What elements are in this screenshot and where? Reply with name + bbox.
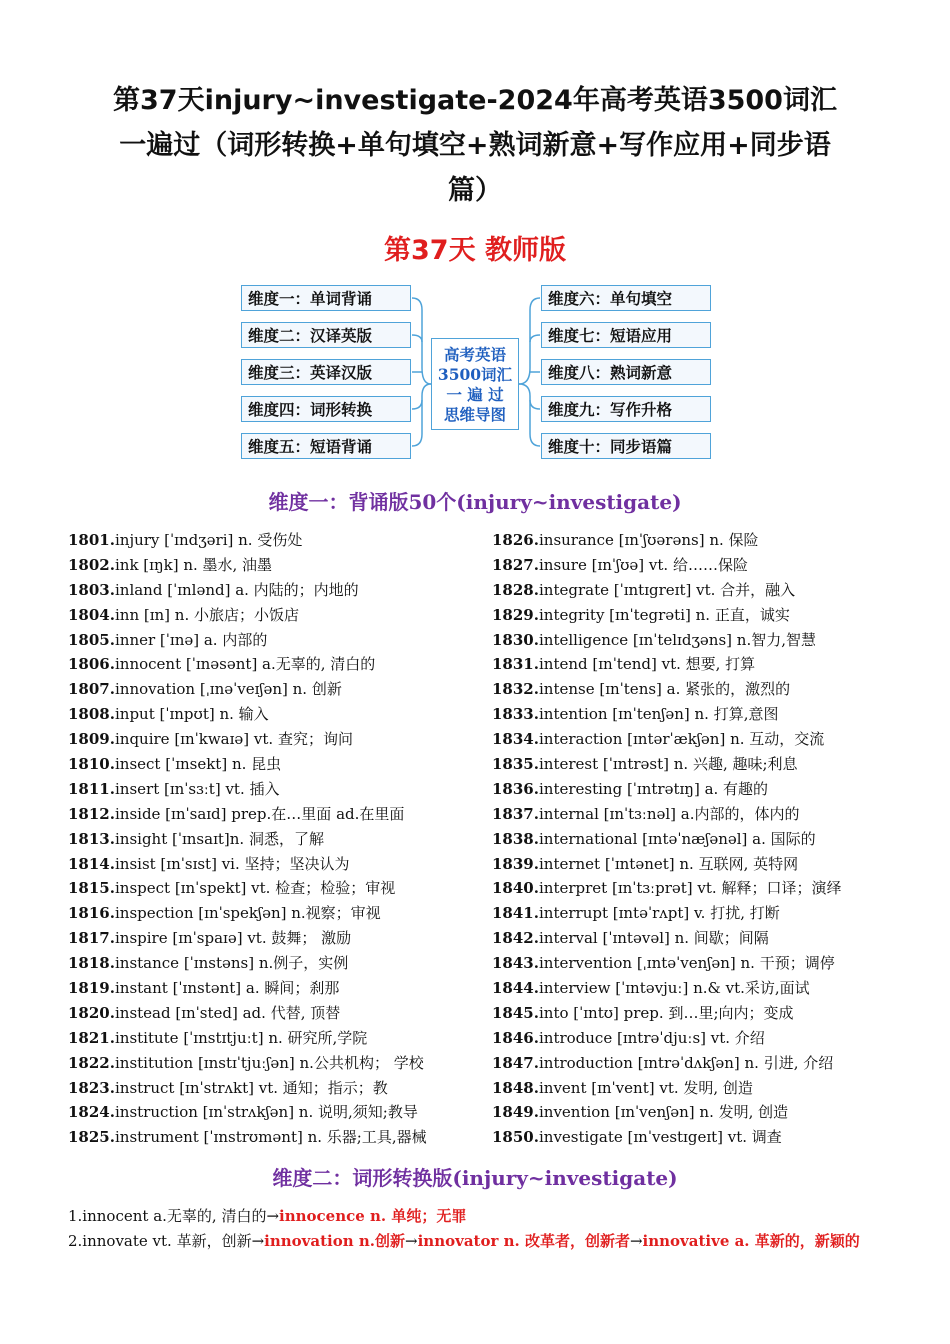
vocab-entry-text: insert [ɪnˈsɜːt] vt. 插入 <box>114 779 280 798</box>
vocab-entry <box>68 677 478 702</box>
vocab-entry-text: interval [ˈɪntəvəl] n. 间歇；间隔 <box>538 929 769 948</box>
mind-map-node-9: 维度九：写作升格 <box>541 396 711 422</box>
vocab-entry-text: inland [ˈɪnlənd] a. 内陆的；内地的 <box>114 580 359 599</box>
mind-map-center-line-4: 思维导图 <box>443 405 506 424</box>
vocab-entry-text: interview [ˈɪntəvjuː] n.& vt.采访,面试 <box>538 979 810 998</box>
vocab-entry-number: 1801. <box>68 531 115 549</box>
vocab-entry <box>492 926 912 951</box>
vocab-entry <box>68 1001 478 1026</box>
vocab-entry-number: 1820. <box>68 1003 115 1022</box>
vocab-entry-number: 1810. <box>68 755 115 774</box>
vocab-entry <box>68 578 478 603</box>
word-form-row <box>68 1229 928 1254</box>
vocab-entry-text: into [ˈɪntʊ] prep. 到…里;向内；变成 <box>538 1003 794 1022</box>
vocab-entry-text: instance [ˈɪnstəns] n.例子，实例 <box>114 954 349 973</box>
section-heading-word-forms: 维度二：词形转换版(injury~investigate) <box>272 1166 678 1190</box>
vocab-entry-text: insect [ˈɪnsekt] n. 昆虫 <box>114 755 282 774</box>
vocab-entry-text: inn [ɪn] n. 小旅店；小饭店 <box>114 605 299 624</box>
vocab-entry-text: intense [ɪnˈtens] a. 紧张的，激烈的 <box>538 680 791 699</box>
vocab-entry <box>68 628 478 653</box>
vocab-entry <box>492 876 912 901</box>
vocab-entry <box>492 1026 912 1051</box>
vocab-entry-number: 1811. <box>68 779 115 798</box>
vocab-entry <box>68 951 478 976</box>
word-form-row <box>68 1204 928 1229</box>
vocab-entry <box>68 901 478 926</box>
vocab-entry-number: 1823. <box>68 1078 115 1097</box>
vocab-entry-text: international [ɪntəˈnæʃənəl] a. 国际的 <box>538 829 816 848</box>
mind-map-node-5: 维度五：短语背诵 <box>241 433 411 459</box>
word-form-base: 2.innovate vt. 革新，创新→ <box>68 1232 265 1250</box>
teacher-edition-subtitle: 第37天 教师版 <box>384 235 566 266</box>
vocab-entry-number: 1804. <box>68 605 115 624</box>
vocab-entry-text: integrate [ˈɪntɪgreɪt] vt. 合并，融入 <box>538 580 796 599</box>
vocab-entry-number: 1838. <box>492 829 539 848</box>
vocab-entry-number: 1816. <box>68 904 115 923</box>
vocab-entry <box>492 901 912 926</box>
vocab-entry <box>68 752 478 777</box>
vocab-entry <box>492 702 912 727</box>
vocab-entry-number: 1809. <box>68 730 115 749</box>
mind-map-node-6: 维度六：单句填空 <box>541 285 711 311</box>
word-form-derived: innovation n.创新 <box>264 1232 406 1250</box>
vocab-entry-text: internal [ɪnˈtɜːnəl] a.内部的，体内的 <box>538 804 800 823</box>
vocab-entry-number: 1830. <box>492 630 539 649</box>
title-line-2: 一遍过（词形转换+单句填空+熟词新意+写作应用+同步语 <box>119 130 831 161</box>
vocab-entry-text: interrupt [ɪntəˈrʌpt] v. 打扰, 打断 <box>538 904 780 923</box>
vocab-entry-number: 1837. <box>492 804 539 823</box>
vocab-entry <box>492 1051 912 1076</box>
vocab-entry-text: integrity [ɪnˈtegrəti] n. 正直，诚实 <box>538 605 790 624</box>
vocab-entry <box>68 1125 478 1150</box>
vocab-entry-text: injury [ˈɪndʒəri] n. 受伤处 <box>114 531 303 549</box>
mind-map-node-7: 维度七：短语应用 <box>541 322 711 348</box>
vocab-entry-number: 1817. <box>68 929 115 948</box>
vocab-entry <box>492 827 912 852</box>
vocab-entry <box>68 852 478 877</box>
vocab-entry <box>492 677 912 702</box>
vocab-entry <box>492 578 912 603</box>
vocab-entry-text: institute [ˈɪnstɪtjuːt] n. 研究所,学院 <box>114 1028 368 1047</box>
vocab-entry-text: insist [ɪnˈsɪst] vi. 坚持；坚决认为 <box>114 854 350 873</box>
vocab-entry-text: invention [ɪnˈvenʃən] n. 发明, 创造 <box>538 1103 789 1122</box>
vocab-entry-number: 1842. <box>492 929 539 948</box>
vocab-entry-number: 1831. <box>492 655 539 674</box>
vocab-entry <box>492 1100 912 1125</box>
word-form-base: 1.innocent a.无辜的, 清白的→ <box>68 1207 280 1225</box>
vocab-entry-number: 1806. <box>68 655 115 674</box>
vocab-entry <box>492 752 912 777</box>
vocab-entry-number: 1843. <box>492 954 539 973</box>
vocab-entry-number: 1824. <box>68 1103 115 1122</box>
vocab-entry-text: interpret [ɪnˈtɜːprət] vt. 解释；口译；演绎 <box>538 879 842 898</box>
vocab-entry-text: instruction [ɪnˈstrʌkʃən] n. 说明,须知;教导 <box>114 1103 418 1122</box>
vocab-entry-text: intention [ɪnˈtenʃən] n. 打算,意图 <box>538 705 779 724</box>
word-form-derived: innovator n. 改革者，创新者 <box>417 1232 630 1250</box>
vocab-entry-text: introduction [ɪntrəˈdʌkʃən] n. 引进, 介绍 <box>538 1053 834 1072</box>
vocab-entry-number: 1808. <box>68 705 115 724</box>
word-form-arrow: → <box>405 1232 418 1250</box>
vocab-entry <box>492 951 912 976</box>
vocab-entry-number: 1807. <box>68 680 115 699</box>
vocab-entry-text: inside [ɪnˈsaɪd] prep.在…里面 ad.在里面 <box>114 804 405 823</box>
vocab-entry-number: 1850. <box>492 1128 539 1147</box>
mind-map-center <box>431 338 519 430</box>
vocab-entry-text: intend [ɪnˈtend] vt. 想要, 打算 <box>538 655 756 674</box>
mind-map-node-2: 维度二：汉译英版 <box>241 322 411 348</box>
mind-map-node-3: 维度三：英译汉版 <box>241 359 411 385</box>
vocab-entry-number: 1844. <box>492 979 539 998</box>
mind-map-center-line-2: 3500词汇 <box>437 365 513 384</box>
vocab-entry <box>492 603 912 628</box>
vocab-entry-number: 1848. <box>492 1078 539 1097</box>
vocab-entry-number: 1802. <box>68 555 115 574</box>
vocab-entry-text: instruct [ɪnˈstrʌkt] vt. 通知；指示；教 <box>114 1078 388 1097</box>
title-line-1: 第37天injury~investigate-2024年高考英语3500词汇 <box>113 85 837 116</box>
vocab-entry-number: 1805. <box>68 630 115 649</box>
vocab-entry <box>68 528 478 553</box>
word-form-arrow: → <box>629 1232 643 1250</box>
mind-map-diagram <box>238 280 714 462</box>
vocab-entry-text: intervention [ˌɪntəˈvenʃən] n. 干预；调停 <box>538 954 835 973</box>
vocab-entry <box>68 1051 478 1076</box>
mind-map-node-8: 维度八：熟词新意 <box>541 359 711 385</box>
vocab-entry-number: 1828. <box>492 580 539 599</box>
vocab-entry-number: 1847. <box>492 1053 539 1072</box>
vocab-entry-text: innocent [ˈɪnəsənt] a.无辜的, 清白的 <box>114 655 376 674</box>
vocab-entry <box>492 1076 912 1101</box>
vocab-entry-number: 1832. <box>492 680 539 699</box>
vocab-entry-number: 1818. <box>68 954 115 973</box>
vocab-entry-text: inspire [ɪnˈspaɪə] vt. 鼓舞； 激励 <box>114 929 352 948</box>
vocab-entry-number: 1822. <box>68 1053 115 1072</box>
vocab-entry-text: inspect [ɪnˈspekt] vt. 检查；检验；审视 <box>114 879 396 898</box>
vocab-entry-text: instrument [ˈɪnstrʊmənt] n. 乐器;工具,器械 <box>114 1128 427 1147</box>
vocab-entry <box>68 976 478 1001</box>
vocab-entry <box>492 652 912 677</box>
vocab-entry-number: 1814. <box>68 854 115 873</box>
vocab-entry-text: intelligence [ɪnˈtelɪdʒəns] n.智力,智慧 <box>538 630 816 649</box>
vocab-entry-number: 1839. <box>492 854 539 873</box>
vocab-entry-text: investigate [ɪnˈvestɪgeɪt] vt. 调查 <box>538 1128 782 1147</box>
vocab-entry-number: 1815. <box>68 879 115 898</box>
vocab-entry-number: 1812. <box>68 804 115 823</box>
vocab-entry <box>68 1100 478 1125</box>
vocab-entry <box>492 777 912 802</box>
vocab-entry <box>492 553 912 578</box>
vocab-entry-text: interaction [ɪntərˈækʃən] n. 互动，交流 <box>538 730 825 749</box>
vocab-entry-text: inner [ˈɪnə] a. 内部的 <box>114 630 268 649</box>
vocab-entry-text: interesting [ˈɪntrətɪŋ] a. 有趣的 <box>538 779 769 798</box>
mind-map-center-line-1: 高考英语 <box>443 345 506 364</box>
vocab-entry <box>492 976 912 1001</box>
vocab-entry-number: 1819. <box>68 979 115 998</box>
title-line-3: 篇） <box>448 175 502 206</box>
vocab-entry-number: 1821. <box>68 1028 115 1047</box>
vocab-entry-text: insure [ɪnˈʃʊə] vt. 给……保险 <box>538 555 748 574</box>
vocab-entry-text: invent [ɪnˈvent] vt. 发明, 创造 <box>538 1078 753 1097</box>
vocab-entry <box>492 727 912 752</box>
vocab-entry-number: 1845. <box>492 1003 539 1022</box>
vocab-entry-number: 1834. <box>492 730 539 749</box>
vocab-entry <box>68 827 478 852</box>
vocab-entry <box>68 553 478 578</box>
vocab-entry <box>68 652 478 677</box>
document-title <box>60 78 890 213</box>
vocab-entry-text: innovation [ˌɪnəˈveɪʃən] n. 创新 <box>114 680 342 699</box>
vocab-entry-text: interest [ˈɪntrəst] n. 兴趣, 趣味;利息 <box>538 755 798 774</box>
mind-map-node-10: 维度十：同步语篇 <box>541 433 711 459</box>
mind-map-center-line-3: 一 遍 过 <box>446 385 504 404</box>
vocab-entry-text: instead [ɪnˈsted] ad. 代替, 顶替 <box>114 1003 341 1022</box>
vocab-entry-number: 1846. <box>492 1028 539 1047</box>
vocab-entry-number: 1825. <box>68 1128 115 1147</box>
vocab-entry-number: 1835. <box>492 755 539 774</box>
vocab-entry-text: inquire [ɪnˈkwaɪə] vt. 查究；询问 <box>114 730 353 749</box>
word-list-right <box>492 528 912 1150</box>
mind-map-node-4: 维度四：词形转换 <box>241 396 411 422</box>
vocab-entry <box>68 603 478 628</box>
vocab-entry <box>492 802 912 827</box>
vocab-entry <box>492 528 912 553</box>
mind-map-node-1: 维度一：单词背诵 <box>241 285 411 311</box>
vocab-entry-number: 1826. <box>492 531 539 549</box>
vocab-entry-text: insurance [ɪnˈʃʊərəns] n. 保险 <box>538 531 759 549</box>
word-form-derived: innovative a. 革新的，新颖的 <box>642 1232 860 1250</box>
vocab-entry-text: inspection [ɪnˈspekʃən] n.视察；审视 <box>114 904 381 923</box>
vocab-entry-text: ink [ɪŋk] n. 墨水, 油墨 <box>114 555 273 574</box>
vocab-entry <box>492 852 912 877</box>
vocab-entry-text: introduce [ɪntrəˈdjuːs] vt. 介绍 <box>538 1028 765 1047</box>
section-heading-recitation: 维度一：背诵版50个(injury~investigate) <box>268 490 682 514</box>
vocab-entry-text: institution [ɪnstɪˈtjuːʃən] n.公共机构； 学校 <box>114 1053 424 1072</box>
vocab-entry-text: internet [ˈɪntənet] n. 互联网, 英特网 <box>538 854 799 873</box>
vocab-entry <box>68 727 478 752</box>
vocab-entry-number: 1840. <box>492 879 539 898</box>
vocab-entry-text: input [ˈɪnpʊt] n. 输入 <box>114 705 269 724</box>
word-form-derived: innocence n. 单纯；无罪 <box>279 1207 467 1225</box>
vocab-entry <box>68 702 478 727</box>
vocab-entry-number: 1827. <box>492 555 539 574</box>
vocab-entry-number: 1813. <box>68 829 115 848</box>
word-forms-list <box>68 1204 928 1254</box>
vocab-entry-number: 1841. <box>492 904 539 923</box>
vocab-entry <box>492 628 912 653</box>
vocab-entry-number: 1833. <box>492 705 539 724</box>
vocab-entry-number: 1829. <box>492 605 539 624</box>
vocab-entry-number: 1836. <box>492 779 539 798</box>
vocab-entry-text: instant [ˈɪnstənt] a. 瞬间；刹那 <box>114 979 340 998</box>
vocab-entry-number: 1803. <box>68 580 115 599</box>
vocab-entry <box>68 802 478 827</box>
vocab-entry <box>68 926 478 951</box>
vocab-entry-text: insight [ˈɪnsaɪt]n. 洞悉，了解 <box>114 829 324 848</box>
vocab-entry <box>68 777 478 802</box>
word-list-left <box>68 528 478 1150</box>
vocab-entry <box>492 1125 912 1150</box>
vocab-entry-number: 1849. <box>492 1103 539 1122</box>
vocab-entry <box>68 1026 478 1051</box>
vocab-entry <box>68 1076 478 1101</box>
vocab-entry <box>68 876 478 901</box>
vocab-entry <box>492 1001 912 1026</box>
